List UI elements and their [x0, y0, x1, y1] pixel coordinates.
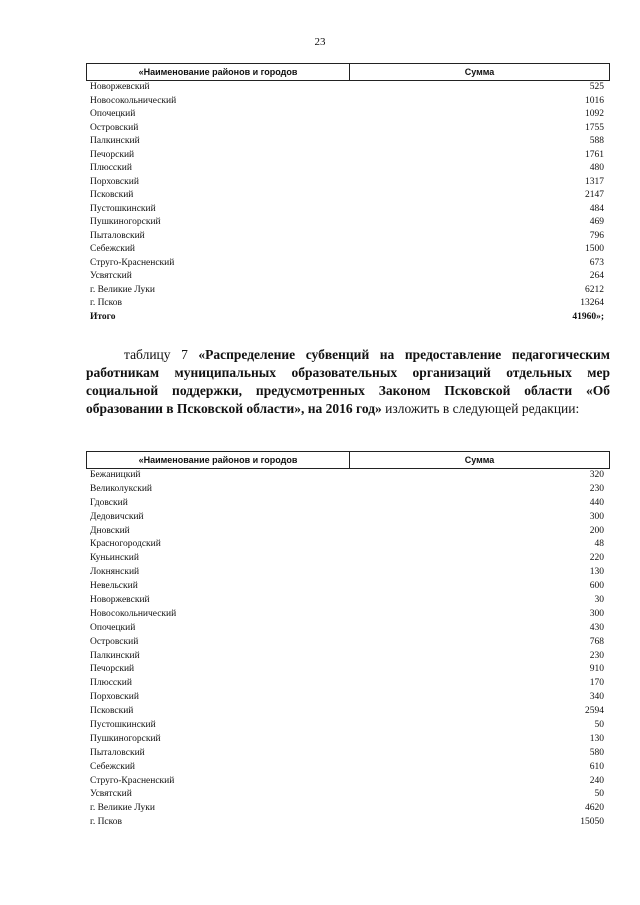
district-name: Себежский: [90, 761, 135, 772]
table-row: [86, 691, 610, 705]
district-sum: 340: [589, 692, 604, 703]
district-sum: 230: [589, 650, 604, 661]
district-sum: 673: [589, 257, 604, 268]
page-number: 23: [314, 36, 326, 48]
district-sum: 600: [589, 581, 604, 592]
column-header-name: «Наименование районов и городов: [87, 64, 350, 80]
district-sum: 480: [589, 163, 604, 173]
district-name: Псковский: [90, 706, 134, 717]
district-sum: 1092: [585, 109, 604, 119]
district-sum: 130: [589, 567, 604, 578]
district-name: Красногородский: [90, 539, 161, 550]
table-row: [86, 663, 610, 677]
district-name: Дедовичский: [90, 511, 144, 522]
district-name: Новоржевский: [90, 595, 150, 606]
district-sum: 1317: [585, 176, 604, 187]
table-row: [86, 719, 610, 733]
subsidy-table-2: [86, 451, 610, 830]
district-name: Великолукский: [90, 483, 153, 494]
table-row: [86, 176, 610, 190]
subsidy-table-1: [86, 63, 610, 324]
paragraph-lead: таблицу 7: [124, 347, 199, 362]
district-name: Пустошкинский: [90, 720, 156, 731]
district-name: Себежский: [90, 244, 135, 254]
district-sum: 300: [589, 511, 604, 522]
district-sum: 430: [589, 622, 604, 633]
district-name: Новосокольнический: [90, 95, 177, 106]
table-row: [86, 189, 610, 203]
district-name: Пыталовский: [90, 230, 145, 241]
district-sum: 525: [589, 82, 604, 92]
table-row: [86, 622, 610, 636]
district-name: Палкинский: [90, 136, 140, 146]
table-row: [86, 594, 610, 608]
district-sum: 580: [589, 747, 604, 758]
district-sum: 13264: [580, 298, 604, 308]
district-sum: 2594: [585, 706, 604, 717]
table-row: [86, 297, 610, 311]
district-name: Островский: [90, 122, 139, 133]
table-row: [86, 216, 610, 230]
district-sum: 6212: [585, 284, 604, 295]
district-name: Опочецкий: [90, 109, 136, 119]
district-sum: 240: [589, 775, 604, 786]
district-name: г. Великие Луки: [90, 803, 155, 814]
table-row: [86, 469, 610, 483]
district-sum: 1755: [585, 122, 604, 133]
district-name: Палкинский: [90, 650, 140, 661]
district-sum: 300: [589, 608, 604, 619]
district-name: Усвятский: [90, 271, 132, 281]
district-name: Дновский: [90, 525, 130, 536]
district-name: Порховский: [90, 692, 139, 703]
table-row: [86, 566, 610, 580]
column-header-sum: Сумма: [464, 67, 495, 77]
table-row: [86, 733, 610, 747]
district-name: г. Великие Луки: [90, 284, 155, 295]
total-label: Итого: [90, 311, 116, 322]
district-name: Усвятский: [90, 789, 132, 800]
table-row: [86, 761, 610, 775]
district-name: Куньинский: [90, 553, 139, 564]
district-name: Плюсский: [90, 678, 132, 689]
table-row: [86, 580, 610, 594]
district-sum: 1016: [585, 95, 604, 106]
table-row: [86, 122, 610, 136]
district-name: Новосокольнический: [90, 608, 177, 619]
table-header: [86, 63, 610, 81]
table-total-row: [86, 311, 610, 325]
district-sum: 50: [594, 720, 604, 731]
district-sum: 264: [589, 271, 604, 281]
paragraph-tail: изложить в следующей редакции:: [381, 401, 580, 416]
table-row: [86, 135, 610, 149]
district-sum: 610: [589, 761, 604, 772]
district-name: Пыталовский: [90, 747, 145, 758]
district-sum: 796: [589, 230, 604, 241]
table-row: [86, 677, 610, 691]
district-sum: 15050: [580, 817, 604, 828]
table-row: [86, 511, 610, 525]
district-sum: 2147: [585, 190, 604, 200]
district-name: Бежаницкий: [90, 470, 141, 480]
table-row: [86, 108, 610, 122]
amendment-paragraph: [86, 346, 610, 418]
district-sum: 768: [589, 636, 604, 647]
district-name: Печорский: [90, 149, 135, 160]
table-row: [86, 483, 610, 497]
table-row: [86, 636, 610, 650]
table-body: [86, 469, 610, 830]
district-name: Локнянский: [90, 567, 140, 578]
table-row: [86, 497, 610, 511]
district-name: Новоржевский: [90, 82, 150, 92]
district-sum: 1500: [585, 244, 604, 254]
table-row: [86, 650, 610, 664]
district-name: Опочецкий: [90, 622, 136, 633]
table-row: [86, 270, 610, 284]
district-sum: 1761: [585, 149, 604, 160]
table-row: [86, 525, 610, 539]
district-sum: 230: [589, 483, 604, 494]
district-sum: 200: [589, 525, 604, 536]
district-name: г. Псков: [90, 817, 123, 828]
district-sum: 484: [589, 203, 604, 214]
table-row: [86, 284, 610, 298]
district-name: Пушкиногорский: [90, 733, 161, 744]
column-header-name: «Наименование районов и городов: [87, 452, 350, 468]
column-header-sum: Сумма: [464, 455, 495, 465]
table-row: [86, 775, 610, 789]
district-sum: 469: [589, 217, 604, 227]
table-row: [86, 81, 610, 95]
table-row: [86, 538, 610, 552]
district-sum: 170: [589, 678, 604, 689]
table-row: [86, 243, 610, 257]
table-row: [86, 802, 610, 816]
district-sum: 588: [589, 136, 604, 146]
table-row: [86, 552, 610, 566]
table-row: [86, 705, 610, 719]
district-name: Плюсский: [90, 163, 132, 173]
paragraph-table-title: «Распределение субвенций на предоставление педагогическим работникам муниципальных образовательных организаций отдельных мер социальной поддержки, предусмотренных Законом Псковской области «Об образовании в Псковской области», на 2016 год»: [86, 347, 610, 416]
district-sum: 320: [589, 470, 604, 480]
table-row: [86, 816, 610, 830]
district-sum: 50: [594, 789, 604, 800]
district-name: Струго-Красненский: [90, 257, 175, 268]
table-row: [86, 149, 610, 163]
district-name: Невельский: [90, 581, 138, 592]
district-name: г. Псков: [90, 298, 123, 308]
table-row: [86, 162, 610, 176]
district-name: Струго-Красненский: [90, 775, 175, 786]
table-row: [86, 257, 610, 271]
district-sum: 440: [589, 497, 604, 508]
table-row: [86, 95, 610, 109]
total-value: 41960»;: [572, 311, 604, 322]
district-sum: 48: [594, 539, 604, 550]
district-name: Островский: [90, 636, 139, 647]
district-name: Порховский: [90, 176, 139, 187]
district-sum: 130: [589, 733, 604, 744]
district-sum: 4620: [585, 803, 604, 814]
table-row: [86, 203, 610, 217]
table-header: [86, 451, 610, 469]
table-row: [86, 788, 610, 802]
table-row: [86, 608, 610, 622]
district-name: Печорский: [90, 664, 135, 675]
district-name: Гдовский: [90, 497, 128, 508]
district-name: Пушкиногорский: [90, 217, 161, 227]
district-sum: 910: [589, 664, 604, 675]
district-sum: 220: [589, 553, 604, 564]
district-sum: 30: [594, 595, 604, 606]
district-name: Псковский: [90, 190, 134, 200]
table-row: [86, 747, 610, 761]
table-row: [86, 230, 610, 244]
district-name: Пустошкинский: [90, 203, 156, 214]
table-body: [86, 81, 610, 311]
